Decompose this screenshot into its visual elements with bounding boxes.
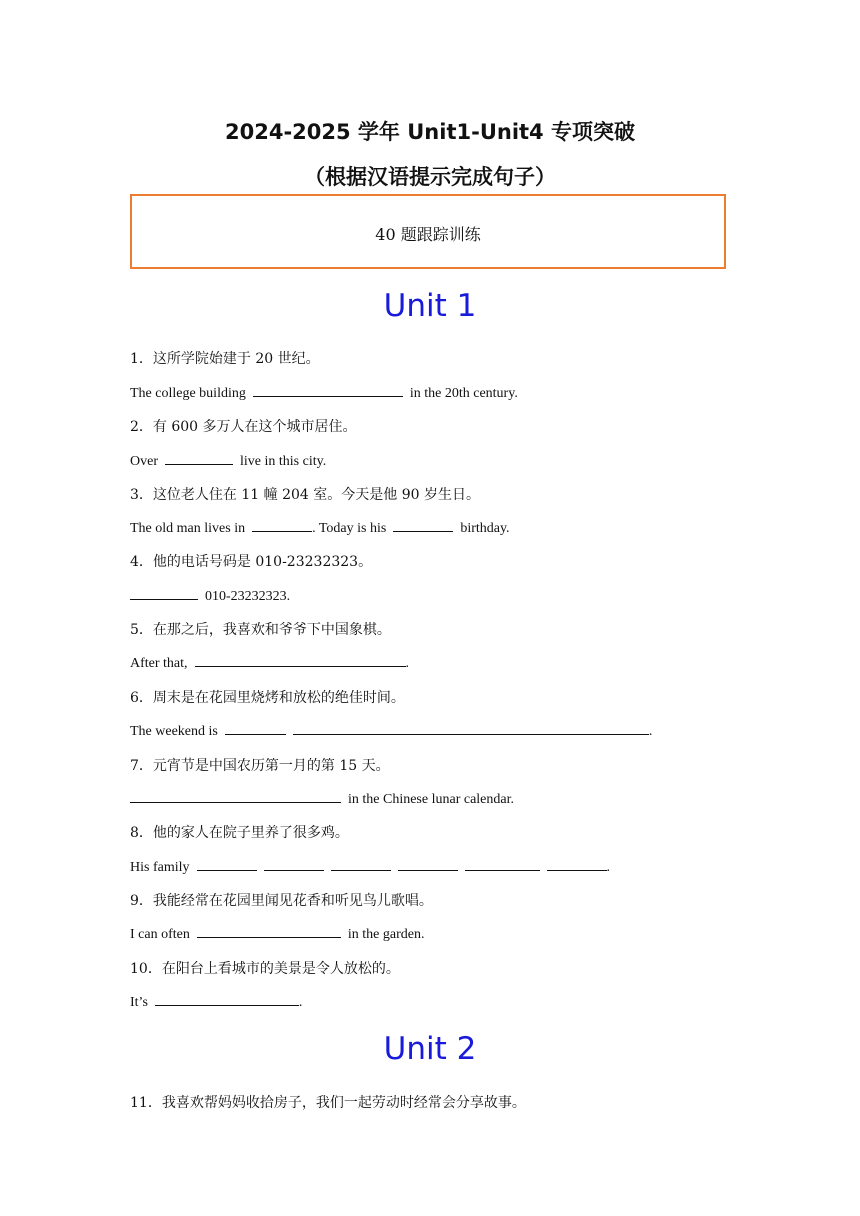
answer-blank[interactable] (155, 992, 299, 1006)
answer-blank[interactable] (225, 721, 286, 735)
answer-line (130, 992, 302, 1011)
answer-blank[interactable] (264, 857, 324, 871)
answer-blank[interactable] (130, 789, 341, 803)
answer-text: live in this city. (240, 454, 327, 469)
question-prompt: 2．有 600 多万人在这个城市居住。 (130, 419, 357, 435)
answer-text: . Today is his (312, 521, 387, 536)
document-title: 2024-2025 学年 Unit1-Unit4 专项突破 (225, 120, 635, 144)
section-heading-unit-1: Unit 1 (383, 288, 477, 324)
answer-line (130, 518, 510, 537)
question-prompt: 9．我能经常在花园里闻见花香和听见鸟儿歌唱。 (130, 893, 433, 909)
answer-blank[interactable] (465, 857, 540, 871)
answer-text: The weekend is (130, 724, 218, 739)
question-prompt: 1．这所学院始建于 20 世纪。 (130, 351, 320, 367)
answer-line (130, 721, 652, 740)
document-subtitle: （根据汉语提示完成句子） (304, 165, 556, 189)
question-prompt: 7．元宵节是中国农历第一月的第 15 天。 (130, 758, 390, 774)
question-prompt: 4．他的电话号码是 010-23232323。 (130, 554, 373, 570)
answer-text: in the Chinese lunar calendar. (348, 792, 514, 807)
answer-blank[interactable] (293, 721, 649, 735)
answer-text: . (298, 995, 303, 1010)
answer-blank[interactable] (130, 586, 198, 600)
answer-blank[interactable] (331, 857, 391, 871)
answer-line (130, 789, 514, 808)
answer-text: birthday. (460, 521, 510, 536)
question-prompt: 11．我喜欢帮妈妈收拾房子，我们一起劳动时经常会分享故事。 (130, 1095, 526, 1111)
answer-blank[interactable] (547, 857, 607, 871)
answer-line (130, 857, 610, 876)
exercise-count-box (130, 194, 726, 269)
answer-text: in the 20th century. (409, 386, 518, 401)
answer-blank[interactable] (195, 653, 406, 667)
answer-text: . (606, 860, 610, 875)
answer-blank[interactable] (197, 924, 341, 938)
answer-text: Over (130, 454, 158, 469)
answer-blank[interactable] (165, 451, 233, 465)
question-prompt: 10．在阳台上看城市的美景是令人放松的。 (130, 961, 400, 977)
exercise-count-label: 40 题跟踪训练 (375, 225, 481, 244)
answer-text: I can often (130, 927, 190, 942)
answer-blank[interactable] (252, 518, 312, 532)
answer-line (130, 383, 518, 402)
answer-line (130, 451, 326, 470)
answer-blank[interactable] (253, 383, 403, 397)
answer-text: After that, (130, 656, 188, 671)
answer-text: The college building (130, 386, 246, 401)
answer-blank[interactable] (393, 518, 453, 532)
answer-line (130, 924, 424, 943)
answer-line (130, 586, 290, 605)
answer-line (130, 653, 409, 672)
answer-text: . (648, 724, 653, 739)
answer-blank[interactable] (398, 857, 458, 871)
answer-text: 010-23232323. (205, 589, 291, 604)
question-prompt: 6．周末是在花园里烧烤和放松的绝佳时间。 (130, 690, 405, 706)
answer-text: His family (130, 860, 190, 875)
answer-text: The old man lives in (130, 521, 246, 536)
answer-text: in the garden. (347, 927, 425, 942)
question-prompt: 5．在那之后，我喜欢和爷爷下中国象棋。 (130, 622, 391, 638)
answer-text: It’s (130, 995, 148, 1010)
question-prompt: 3．这位老人住在 11 幢 204 室。今天是他 90 岁生日。 (130, 487, 480, 503)
question-prompt: 8．他的家人在院子里养了很多鸡。 (130, 825, 349, 841)
answer-text: . (405, 656, 410, 671)
answer-blank[interactable] (197, 857, 257, 871)
section-heading-unit-2: Unit 2 (383, 1031, 477, 1067)
